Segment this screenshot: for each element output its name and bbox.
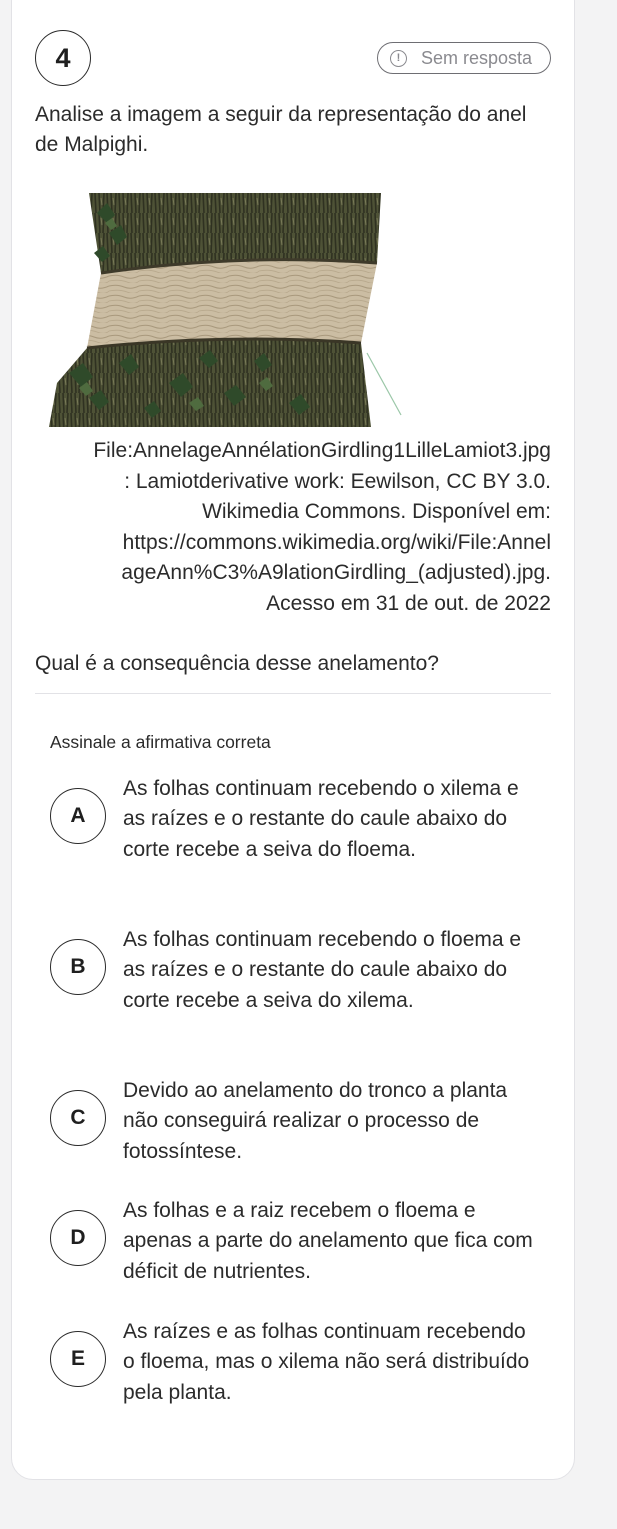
instruction-label: Assinale a afirmativa correta [50, 732, 271, 752]
credit-line: ageAnn%C3%A9lationGirdling_(adjusted).jpg. [121, 561, 551, 584]
credit-line: https://commons.wikimedia.org/wiki/File:Annel [122, 530, 551, 554]
credit-line: File:AnnelageAnnélationGirdling1LilleLamiot3.jpg [93, 439, 551, 462]
question-number: 4 [35, 30, 91, 86]
option-text[interactable]: As raízes e as folhas continuam recebendo o floema, mas o xilema não será distribuído pela planta. [123, 1320, 530, 1404]
image-credit [35, 436, 551, 619]
tree-girdling-photo [49, 193, 405, 427]
question-prompt: Qual é a consequência desse anelamento? [35, 652, 439, 675]
option-text[interactable]: As folhas continuam recebendo o xilema e as raízes e o restante do caule abaixo do corte recebe a seiva do floema. [123, 777, 519, 861]
status-label: Sem resposta [421, 47, 533, 68]
credit-line: Acesso em 31 de out. de 2022 [266, 591, 551, 615]
option-text[interactable]: Devido ao anelamento do tronco a planta não conseguirá realizar o processo de fotossíntese. [123, 1079, 508, 1163]
status-badge [377, 42, 551, 74]
option-letter[interactable]: E [50, 1331, 106, 1387]
option-letter[interactable]: A [50, 788, 106, 844]
credit-line: Wikimedia Commons. Disponível em: [202, 500, 551, 523]
option-letter[interactable]: B [50, 939, 106, 995]
info-icon: ! [390, 50, 407, 67]
credit-line: : Lamiotderivative work: Eewilson, CC BY 3.0. [124, 469, 551, 493]
question-stem: Analise a imagem a seguir da representação do anel de Malpighi. [35, 103, 527, 156]
option-letter[interactable]: C [50, 1090, 106, 1146]
option-text[interactable]: As folhas e a raiz recebem o floema e apenas a parte do anelamento que fica com déficit de nutrientes. [123, 1199, 533, 1283]
option-letter[interactable]: D [50, 1210, 106, 1266]
option-text[interactable]: As folhas continuam recebendo o floema e as raízes e o restante do caule abaixo do corte recebe a seiva do xilema. [123, 928, 522, 1012]
divider [35, 693, 551, 694]
